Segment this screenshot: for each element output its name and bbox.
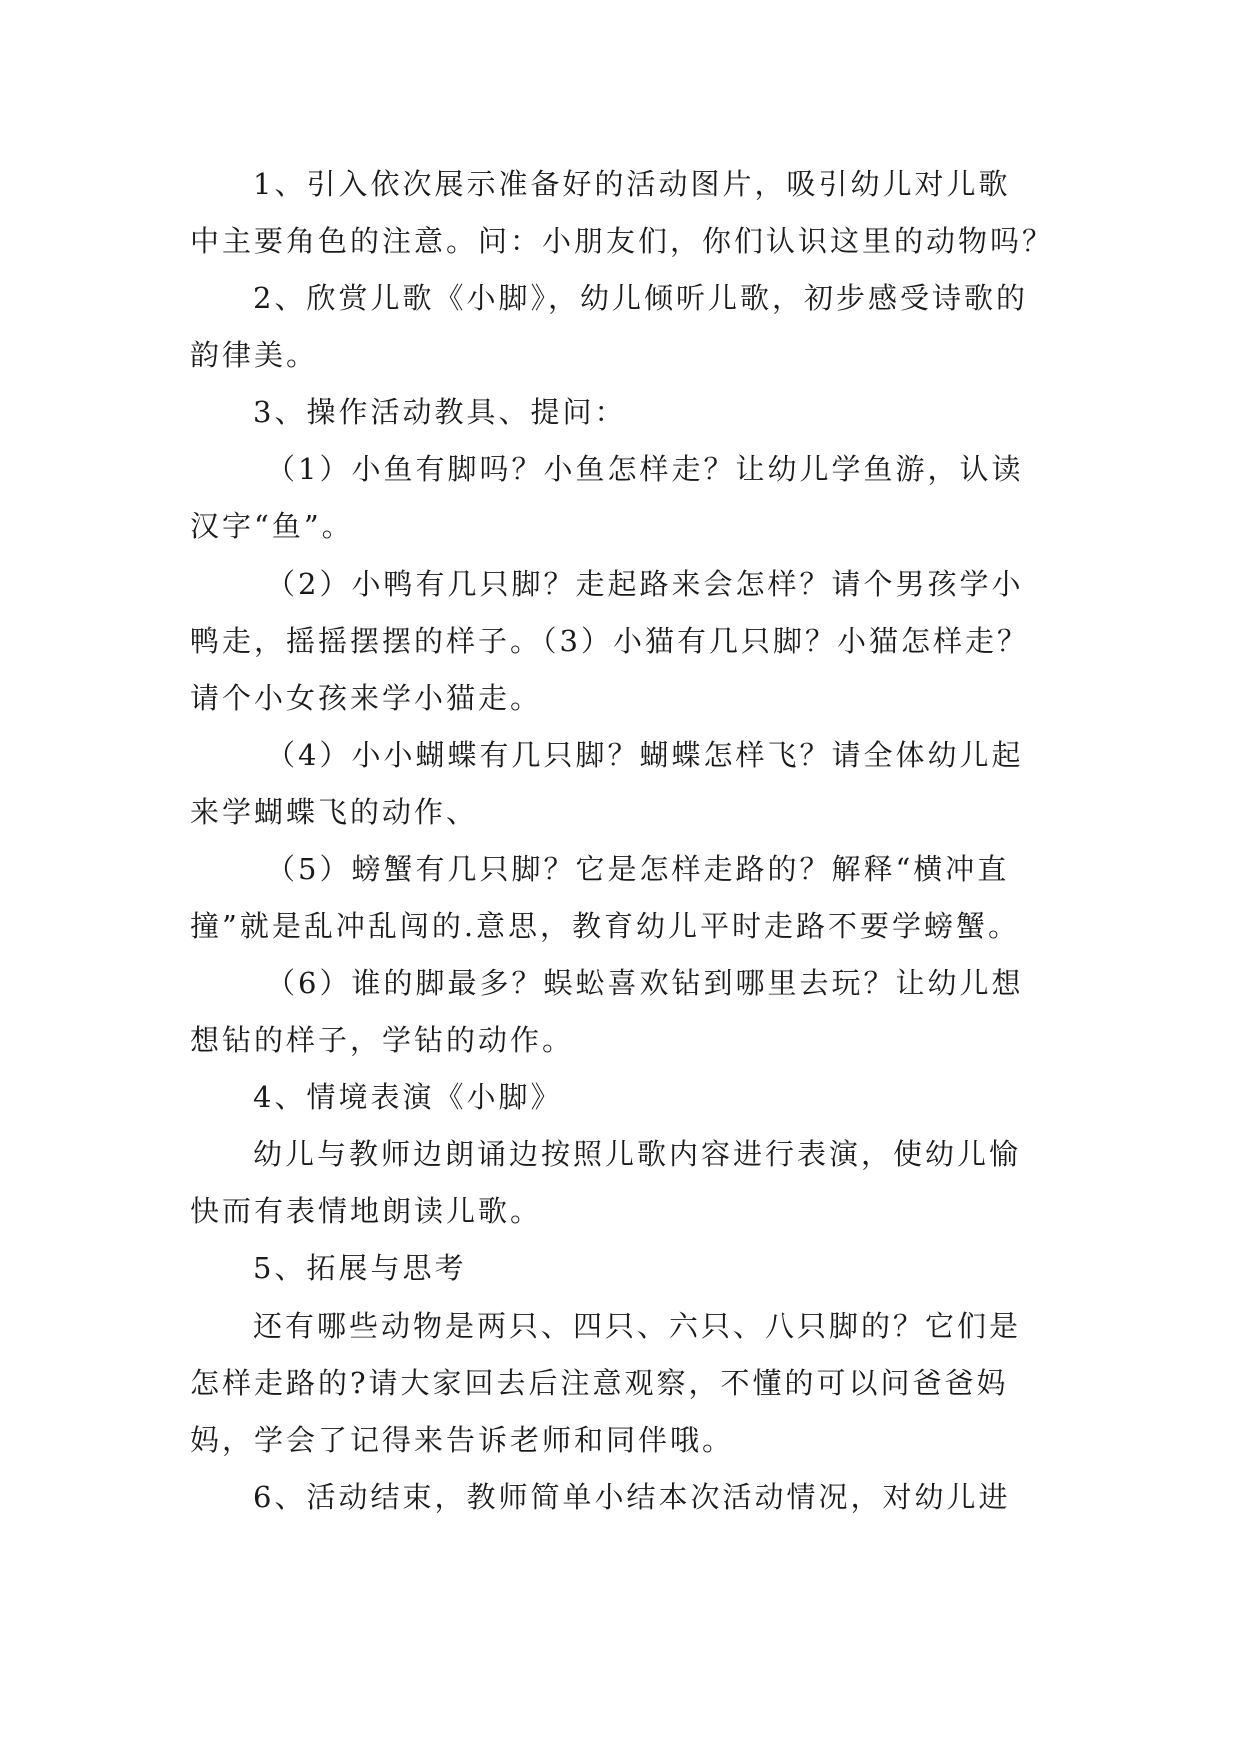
paragraph-4-line-2: 快而有表情地朗读儿歌。 — [190, 1194, 543, 1228]
item-5-line-1: （5）螃蟹有几只脚？它是怎样走路的？解释“横冲直 — [266, 852, 1010, 886]
paragraph-5-heading: 5、拓展与思考 — [253, 1251, 467, 1285]
paragraph-5-line-1: 还有哪些动物是两只、四只、六只、八只脚的？它们是 — [253, 1309, 1022, 1343]
paragraph-3-heading: 3、操作活动教具、提问： — [253, 395, 627, 429]
paragraph-5-line-2: 怎样走路的?请大家回去后注意观察，不懂的可以问爸爸妈 — [190, 1366, 1009, 1400]
item-4-line-1: （4）小小蝴蝶有几只脚？蝴蝶怎样飞？请全体幼儿起 — [266, 738, 1024, 772]
paragraph-5-line-3: 妈，学会了记得来告诉老师和同伴哦。 — [190, 1423, 735, 1457]
item-3-line-2: 请个小女孩来学小猫走。 — [190, 681, 543, 715]
item-1-line-2: 汉字“鱼”。 — [190, 509, 354, 543]
paragraph-4-line-1: 幼儿与教师边朗诵边按照儿歌内容进行表演，使幼儿愉 — [253, 1137, 1022, 1171]
item-6-line-1: （6）谁的脚最多？蜈蚣喜欢钻到哪里去玩？让幼儿想 — [266, 966, 1024, 1000]
item-5-line-2: 撞”就是乱冲乱闯的.意思，教育幼儿平时走路不要学螃蟹。 — [190, 909, 1021, 943]
item-1-line-1: （1）小鱼有脚吗？小鱼怎样走？让幼儿学鱼游，认读 — [266, 452, 1024, 486]
paragraph-2-line-2: 韵律美。 — [190, 338, 319, 372]
item-2-line-2: 鸭走，摇摇摆摆的样子。（3）小猫有几只脚？小猫怎样走？ — [190, 624, 1029, 658]
item-2-line-1: （2）小鸭有几只脚？走起路来会怎样？请个男孩学小 — [266, 567, 1024, 601]
paragraph-1-line-2: 中主要角色的注意。问：小朋友们，你们认识这里的动物吗？ — [190, 224, 1055, 258]
paragraph-6-line-1: 6、活动结束，教师简单小结本次活动情况，对幼儿进 — [253, 1480, 1011, 1514]
item-6-line-2: 想钻的样子，学钻的动作。 — [190, 1023, 575, 1057]
paragraph-1-line-1: 1、引入依次展示准备好的活动图片，吸引幼儿对儿歌 — [253, 167, 1011, 201]
item-4-line-2: 来学蝴蝶飞的动作、 — [190, 795, 479, 829]
paragraph-4-heading: 4、情境表演《小脚》 — [253, 1080, 563, 1114]
paragraph-2-line-1: 2、欣赏儿歌《小脚》，幼儿倾听儿歌，初步感受诗歌的 — [253, 281, 1028, 315]
